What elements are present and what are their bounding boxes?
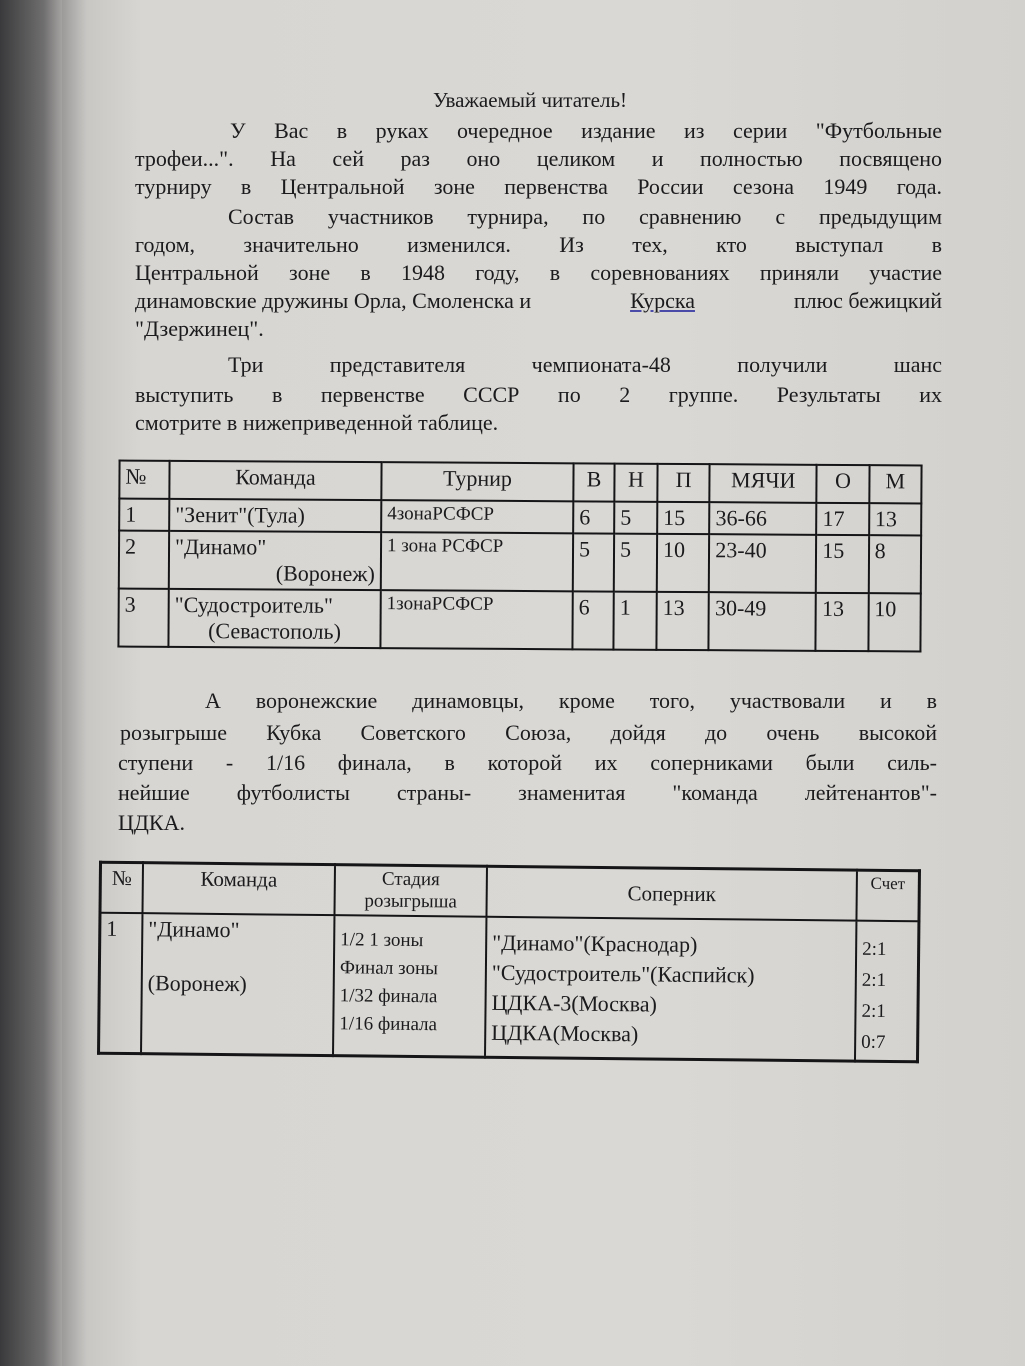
- header-cell: О: [817, 465, 870, 503]
- stage: 1/2 1 зоны: [340, 929, 424, 952]
- stage: 1/32 финала: [339, 985, 438, 1008]
- table-header-row: [119, 461, 921, 504]
- page-title: Уважаемый читатель!: [432, 88, 628, 112]
- paragraph-line: Три представителя чемпионата-48 получили шанс: [228, 352, 942, 377]
- header-cell: Соперник: [486, 866, 857, 920]
- paragraph-line: [135, 288, 942, 314]
- cell-draws: 1: [613, 592, 656, 650]
- cell-tournament: 4зонаРСФСР: [381, 500, 573, 533]
- paragraph-line: ЦДКА.: [118, 810, 185, 835]
- cell-scores: [855, 921, 919, 1062]
- opponent: ЦДКА(Москва): [491, 1019, 639, 1047]
- cell-team: [169, 531, 381, 590]
- cell-tournament: 1 зона РСФСР: [381, 532, 573, 591]
- header-cell: В: [573, 463, 614, 501]
- paragraph-line: Состав участников турнира, по сравнению с предыдущим: [228, 204, 942, 229]
- cell-points: 13: [816, 593, 869, 651]
- paragraph-line: годом, значительно изменился. Из тех, кто выступал в: [135, 232, 942, 257]
- paragraph-line: У Вас в руках очередное издание из серии "Футбольные: [230, 118, 942, 143]
- stage: 1/16 финала: [339, 1013, 438, 1036]
- cell-place: 10: [868, 593, 921, 651]
- team-name: "Зенит"(Тула): [175, 501, 306, 528]
- cell-goals: 36-66: [709, 502, 816, 535]
- header-cell: Команда: [142, 863, 335, 916]
- score: 0:7: [861, 1031, 886, 1053]
- paragraph-line: трофеи...". На сей раз оно целиком и полностью посвящено: [135, 146, 942, 171]
- table-row: [99, 913, 919, 1062]
- paragraph-line: А воронежские динамовцы, кроме того, участвовали и в: [205, 688, 937, 713]
- cell-stages: [333, 915, 486, 1057]
- underlined-word: Курска: [630, 288, 695, 313]
- stage: Финал зоны: [339, 957, 439, 980]
- paragraph-line: "Дзержинец".: [135, 316, 264, 341]
- table-row: [119, 499, 921, 536]
- table-header-row: [100, 862, 919, 921]
- cell-wins: 5: [573, 533, 614, 591]
- paragraph-line: Центральной зоне в 1948 году, в соревнованиях приняли участие: [135, 260, 942, 285]
- header-cell: Н: [614, 464, 657, 502]
- header-cell: Стадия розыгрыша: [334, 865, 487, 917]
- cell-goals: 30-49: [709, 592, 816, 651]
- cell-losses: 10: [657, 534, 710, 592]
- team-name: "Судостроитель": [174, 591, 334, 618]
- paragraph-line: турниру в Центральной зоне первенства России сезона 1949 года.: [135, 174, 942, 199]
- opponent: "Судостроитель"(Каспийск): [491, 959, 755, 988]
- score: 2:1: [861, 1000, 886, 1022]
- cell-number: 3: [118, 589, 168, 647]
- cell-place: 8: [868, 535, 921, 593]
- cell-points: 15: [816, 535, 869, 593]
- paragraph-line: ступени - 1/16 финала, в которой их соперниками были силь-: [118, 750, 937, 775]
- header-cell: П: [657, 464, 710, 502]
- team-city: (Воронеж): [275, 560, 375, 587]
- opponent: ЦДКА-3(Москва): [491, 989, 658, 1017]
- opponent: "Динамо"(Краснодар): [492, 929, 698, 957]
- paragraph-line: нейшие футболисты страны- знаменитая "команда лейтенантов"-: [118, 780, 937, 805]
- cell-number: 1: [99, 913, 143, 1054]
- header-cell: Счет: [856, 870, 919, 921]
- cell-draws: 5: [614, 502, 657, 534]
- cell-opponents: [485, 917, 856, 1061]
- cell-number: 2: [119, 531, 169, 589]
- cell-tournament: 1зонаРСФСР: [380, 590, 572, 649]
- cup-results-table: [97, 861, 921, 1064]
- cell-wins: 6: [572, 591, 613, 649]
- paragraph-line: выступить в первенстве СССР по 2 группе. Результаты их: [135, 382, 942, 407]
- team-name: "Динамо": [148, 916, 240, 943]
- team-city: (Севастополь): [208, 618, 342, 644]
- team-city: (Воронеж): [147, 970, 247, 997]
- header-cell: Команда: [169, 461, 381, 500]
- cell-team: [141, 913, 334, 1056]
- paragraph-line: смотрите в нижеприведенной таблице.: [135, 410, 499, 435]
- header-cell: М: [869, 465, 922, 503]
- header-cell: МЯЧИ: [710, 464, 817, 503]
- paragraph-line: розыгрыше Кубка Советского Союза, дойдя до очень высокой: [120, 720, 937, 745]
- book-binding-edge: [0, 0, 62, 1366]
- score: 2:1: [861, 969, 887, 991]
- table-row: [119, 531, 921, 594]
- cell-goals: 23-40: [709, 534, 816, 593]
- table-row: [118, 589, 920, 652]
- cell-team: [168, 589, 380, 648]
- header-cell: №: [100, 862, 143, 913]
- text: динамовские дружины Орла, Смоленска и: [135, 288, 532, 313]
- cell-losses: 15: [657, 502, 710, 534]
- text: плюс бежицкий: [793, 288, 942, 313]
- cell-team: [169, 499, 381, 532]
- score: 2:1: [862, 938, 887, 960]
- team-name: "Динамо": [174, 533, 267, 560]
- header-cell: №: [119, 461, 169, 499]
- header-cell: Турнир: [381, 462, 573, 501]
- cell-draws: 5: [614, 534, 657, 592]
- cell-place: 13: [869, 503, 922, 535]
- second-group-results-table: [117, 460, 922, 653]
- cell-losses: 13: [656, 592, 709, 650]
- cell-number: 1: [119, 499, 169, 531]
- cell-wins: 6: [573, 501, 614, 533]
- cell-points: 17: [816, 503, 869, 535]
